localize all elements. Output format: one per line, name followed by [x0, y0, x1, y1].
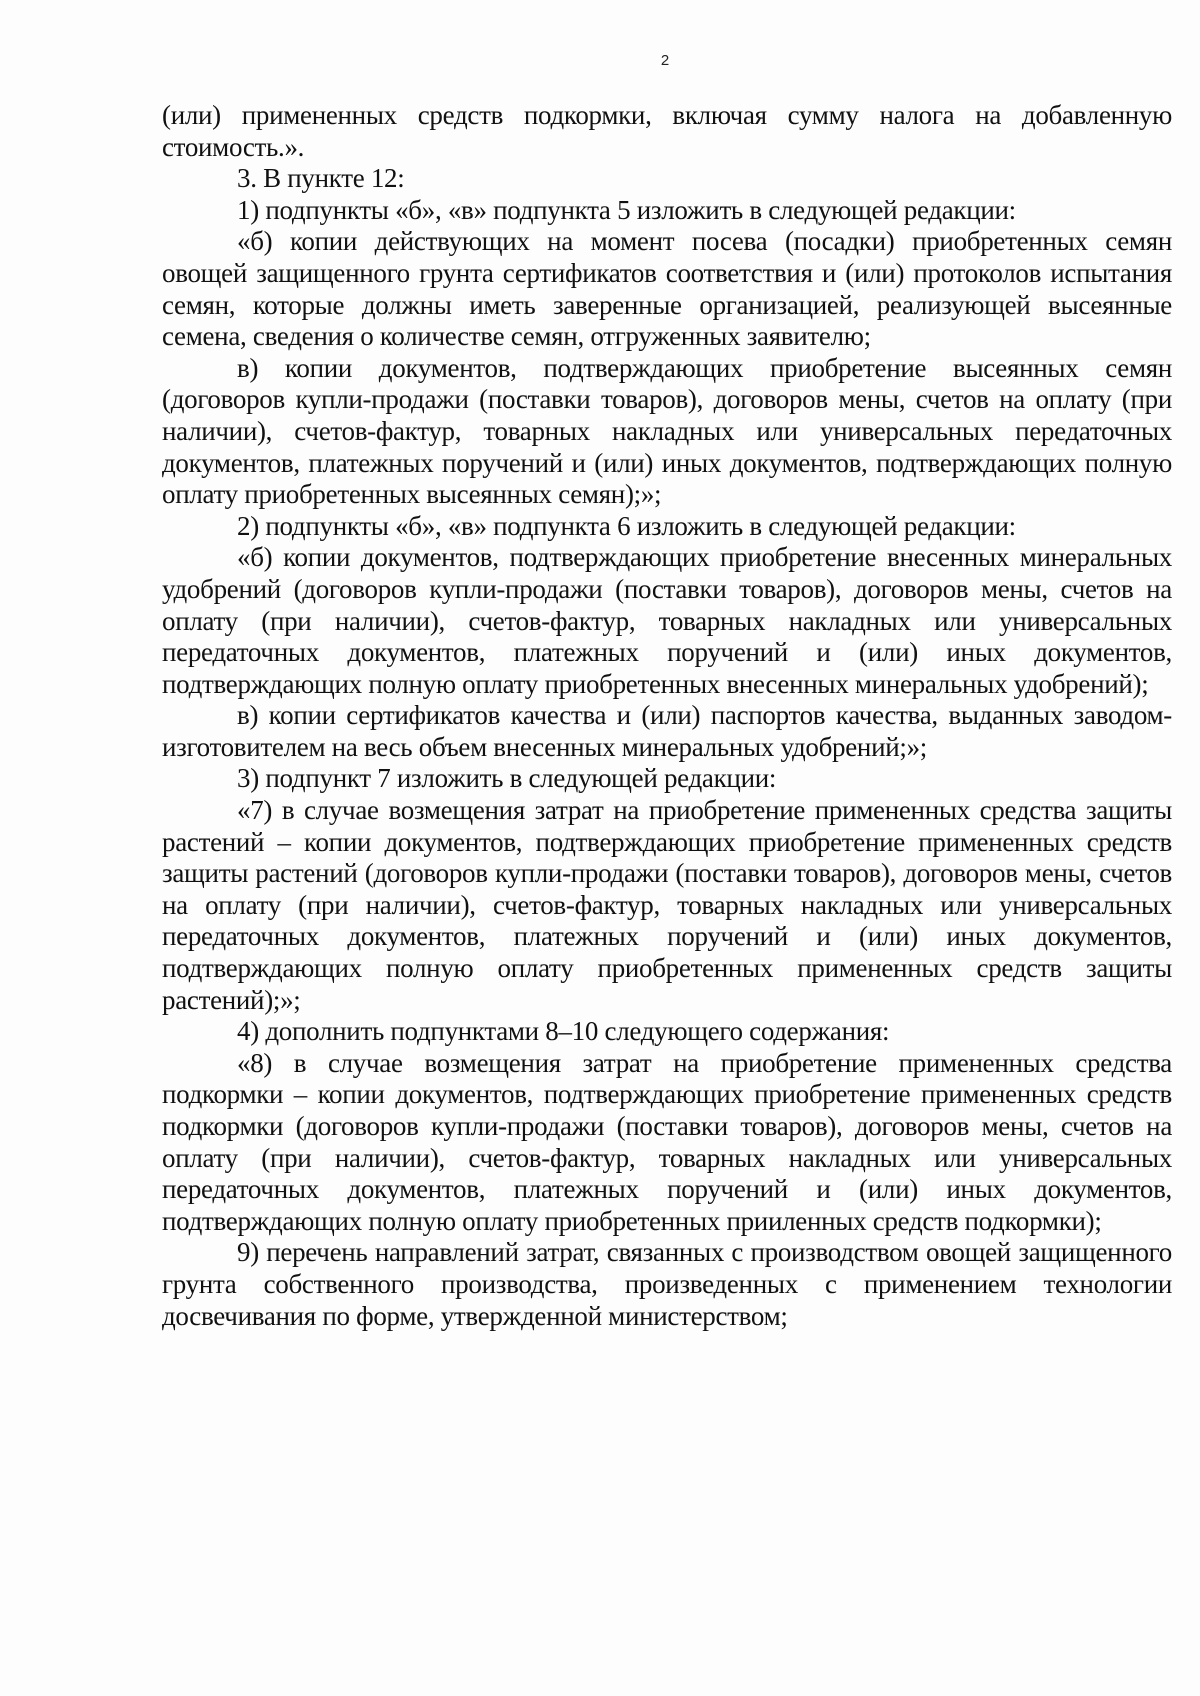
paragraph: 1) подпункты «б», «в» подпункта 5 изложить в следующей редакции: — [237, 194, 1016, 225]
paragraph: 3. В пункте 12: — [237, 163, 405, 194]
paragraph: в) копии сертификатов качества и (или) паспортов качества, выданных заводом-изготовителем на весь объем внесенных минеральных удобрений;»; — [162, 700, 1172, 762]
document-body — [162, 100, 1172, 1332]
paragraph: 3) подпункт 7 изложить в следующей редакции: — [237, 763, 777, 794]
paragraph: в) копии документов, подтверждающих приобретение высеянных семян (договоров купли-продажи (поставки товаров), договоров мены, счетов на оплату (при наличии), счетов-фактур, товарных накладных или универсальных передаточных документов, платежных поручений и (или) иных документов, подтверждающих полную оплату приобретенных высеянных семян);»; — [162, 352, 1172, 510]
paragraph: «б) копии действующих на момент посева (посадки) приобретенных семян овощей защищенного грунта сертификатов соответствия и (или) протоколов испытания семян, которые должны иметь заверенные организацией, реализующей высеянные семена, сведения о количестве семян, отгруженных заявителю; — [162, 226, 1172, 352]
page-number: 2 — [660, 52, 670, 69]
paragraph: «б) копии документов, подтверждающих приобретение внесенных минеральных удобрений (договоров купли-продажи (поставки товаров), договоров мены, счетов на оплату (при наличии), счетов-фактур, товарных накладных или универсальных передаточных документов, платежных поручений и (или) иных документов, подтверждающих полную оплату приобретенных внесенных минеральных удобрений); — [162, 542, 1172, 699]
paragraph: 4) дополнить подпунктами 8–10 следующего содержания: — [237, 1016, 890, 1047]
paragraph: 2) подпункты «б», «в» подпункта 6 изложить в следующей редакции: — [237, 510, 1016, 541]
paragraph: 9) перечень направлений затрат, связанных с производством овощей защищенного грунта собственного производства, произведенных с применением технологии досвечивания по форме, утвержденной министерством; — [162, 1237, 1172, 1331]
paragraph: (или) примененных средств подкормки, включая сумму налога на добавленную стоимость.». — [162, 100, 1172, 162]
paragraph: «7) в случае возмещения затрат на приобретение примененных средства защиты растений – копии документов, подтверждающих приобретение примененных средств защиты растений (договоров купли-продажи (поставки товаров), договоров мены, счетов на оплату (при наличии), счетов-фактур, товарных накладных или универсальных передаточных документов, платежных поручений и (или) иных документов, подтверждающих полную оплату приобретенных примененных средств защиты растений);»; — [162, 795, 1172, 1015]
paragraph: «8) в случае возмещения затрат на приобретение примененных средства подкормки – копии документов, подтверждающих приобретение примененных средств подкормки (договоров купли-продажи (поставки товаров), договоров мены, счетов на оплату (при наличии), счетов-фактур, товарных накладных или универсальных передаточных документов, платежных поручений и (или) иных документов, подтверждающих полную оплату приобретенных прииленных средств подкормки); — [162, 1047, 1172, 1236]
